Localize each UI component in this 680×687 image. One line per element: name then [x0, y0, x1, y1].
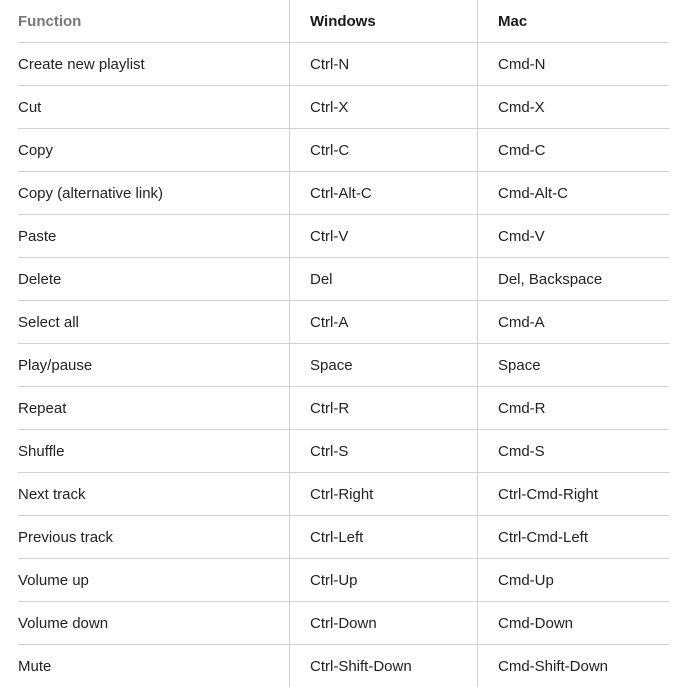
cell-windows: Ctrl-A: [290, 301, 478, 344]
cell-windows: Space: [290, 344, 478, 387]
cell-mac: Space: [478, 344, 670, 387]
cell-windows: Ctrl-S: [290, 430, 478, 473]
cell-windows: Del: [290, 258, 478, 301]
cell-mac: Ctrl-Cmd-Left: [478, 516, 670, 559]
header-function: Function: [18, 0, 290, 43]
header-windows: Windows: [290, 0, 478, 43]
table-row: [18, 602, 669, 645]
table-row: [18, 645, 669, 687]
cell-windows: Ctrl-R: [290, 387, 478, 430]
cell-function: Cut: [18, 86, 290, 129]
table-row: [18, 86, 669, 129]
cell-mac: Cmd-Down: [478, 602, 670, 645]
cell-function: Shuffle: [18, 430, 290, 473]
table-row: [18, 43, 669, 86]
cell-windows: Ctrl-Shift-Down: [290, 645, 478, 687]
cell-windows: Ctrl-Right: [290, 473, 478, 516]
cell-windows: Ctrl-N: [290, 43, 478, 86]
table-row: [18, 129, 669, 172]
cell-mac: Cmd-S: [478, 430, 670, 473]
cell-function: Volume up: [18, 559, 290, 602]
cell-function: Copy: [18, 129, 290, 172]
cell-windows: Ctrl-C: [290, 129, 478, 172]
cell-mac: Cmd-Up: [478, 559, 670, 602]
table-row: [18, 215, 669, 258]
table-row: [18, 430, 669, 473]
cell-mac: Cmd-R: [478, 387, 670, 430]
cell-mac: Cmd-Shift-Down: [478, 645, 670, 687]
table-row: [18, 301, 669, 344]
cell-function: Previous track: [18, 516, 290, 559]
table-row: [18, 172, 669, 215]
shortcuts-table: [18, 0, 669, 687]
cell-mac: Cmd-C: [478, 129, 670, 172]
cell-mac: Cmd-V: [478, 215, 670, 258]
table-row: [18, 473, 669, 516]
cell-function: Volume down: [18, 602, 290, 645]
cell-windows: Ctrl-Left: [290, 516, 478, 559]
table-row: [18, 344, 669, 387]
cell-mac: Cmd-N: [478, 43, 670, 86]
cell-mac: Ctrl-Cmd-Right: [478, 473, 670, 516]
cell-function: Play/pause: [18, 344, 290, 387]
cell-function: Create new playlist: [18, 43, 290, 86]
cell-windows: Ctrl-Alt-C: [290, 172, 478, 215]
cell-function: Paste: [18, 215, 290, 258]
cell-mac: Cmd-X: [478, 86, 670, 129]
cell-function: Mute: [18, 645, 290, 687]
cell-function: Delete: [18, 258, 290, 301]
cell-function: Copy (alternative link): [18, 172, 290, 215]
cell-mac: Cmd-A: [478, 301, 670, 344]
cell-windows: Ctrl-V: [290, 215, 478, 258]
cell-function: Repeat: [18, 387, 290, 430]
cell-windows: Ctrl-Up: [290, 559, 478, 602]
cell-windows: Ctrl-X: [290, 86, 478, 129]
table-row: [18, 387, 669, 430]
table-header-row: [18, 0, 669, 43]
cell-function: Select all: [18, 301, 290, 344]
table-row: [18, 258, 669, 301]
table-row: [18, 516, 669, 559]
table-row: [18, 559, 669, 602]
cell-windows: Ctrl-Down: [290, 602, 478, 645]
cell-mac: Cmd-Alt-C: [478, 172, 670, 215]
cell-mac: Del, Backspace: [478, 258, 670, 301]
cell-function: Next track: [18, 473, 290, 516]
header-mac: Mac: [478, 0, 670, 43]
